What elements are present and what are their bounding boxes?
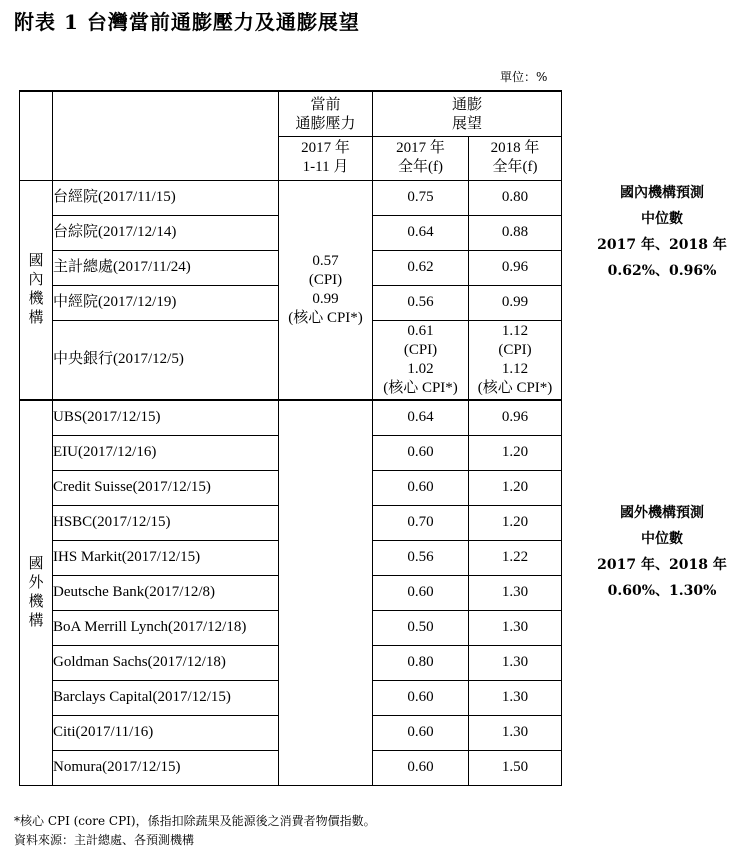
footnote-core-cpi: *核心 CPI (core CPI)，係指扣除蔬果及能源後之消費者物價指數。 <box>14 814 376 828</box>
header-blank-name <box>53 91 279 180</box>
forecast-2017: 0.62 <box>373 250 469 285</box>
forecast-2018: 1.30 <box>469 575 562 610</box>
page-title: 附表 1 台灣當前通膨壓力及通膨展望 <box>14 10 360 34</box>
header-blank-group <box>20 91 53 180</box>
institution-name: UBS(2017/12/15) <box>53 400 279 435</box>
forecast-2017: 0.80 <box>373 645 469 680</box>
cbc-forecast-2018: 1.12 (CPI) 1.12 (核心 CPI*) <box>469 320 562 400</box>
domestic-group-label: 國 內 機 構 <box>20 180 53 400</box>
institution-name: Goldman Sachs(2017/12/18) <box>53 645 279 680</box>
forecast-2018: 1.20 <box>469 470 562 505</box>
cbc-forecast-2017: 0.61 (CPI) 1.02 (核心 CPI*) <box>373 320 469 400</box>
current-pressure-value: 0.57 (CPI) 0.99 (核心 CPI*) <box>279 180 373 400</box>
forecast-2017: 0.64 <box>373 400 469 435</box>
forecast-2017: 0.60 <box>373 750 469 785</box>
institution-name: Citi(2017/11/16) <box>53 715 279 750</box>
forecast-2017: 0.60 <box>373 575 469 610</box>
institution-name: HSBC(2017/12/15) <box>53 505 279 540</box>
forecast-2018: 0.88 <box>469 215 562 250</box>
forecast-2018: 1.20 <box>469 505 562 540</box>
institution-name: Nomura(2017/12/15) <box>53 750 279 785</box>
forecast-2018: 1.30 <box>469 715 562 750</box>
pressure-blank <box>279 400 373 785</box>
forecast-2018: 1.20 <box>469 435 562 470</box>
header-pressure: 當前 通膨壓力 <box>279 91 373 136</box>
forecast-2017: 0.60 <box>373 470 469 505</box>
forecast-2017: 0.64 <box>373 215 469 250</box>
footnote-source: 資料來源：主計總處、各預測機構 <box>14 833 195 847</box>
foreign-group-label: 國 外 機 構 <box>20 400 53 785</box>
table-row <box>20 400 562 435</box>
forecast-2018: 1.30 <box>469 680 562 715</box>
forecast-2018: 1.22 <box>469 540 562 575</box>
forecast-2017: 0.60 <box>373 715 469 750</box>
forecast-2017: 0.75 <box>373 180 469 215</box>
forecast-2018: 0.80 <box>469 180 562 215</box>
institution-name: Deutsche Bank(2017/12/8) <box>53 575 279 610</box>
institution-name: Barclays Capital(2017/12/15) <box>53 680 279 715</box>
institution-name: 主計總處(2017/11/24) <box>53 250 279 285</box>
institution-name: BoA Merrill Lynch(2017/12/18) <box>53 610 279 645</box>
forecast-2018: 0.96 <box>469 250 562 285</box>
forecast-2018: 0.99 <box>469 285 562 320</box>
forecast-2017: 0.56 <box>373 285 469 320</box>
header-row-1 <box>20 91 562 136</box>
table-row <box>20 180 562 215</box>
forecast-2018: 1.30 <box>469 610 562 645</box>
domestic-median-summary: 國內機構預測 中位數 2017 年、2018 年 0.62%、0.96% <box>597 185 727 279</box>
inflation-table <box>19 90 562 786</box>
institution-name: 中央銀行(2017/12/5) <box>53 320 279 400</box>
forecast-2017: 0.60 <box>373 435 469 470</box>
forecast-2017: 0.56 <box>373 540 469 575</box>
header-2018: 2018 年 全年(f) <box>469 136 562 180</box>
header-pressure-period: 2017 年 1-11 月 <box>279 136 373 180</box>
forecast-2017: 0.60 <box>373 680 469 715</box>
unit-note: 單位：% <box>500 70 548 84</box>
institution-name: Credit Suisse(2017/12/15) <box>53 470 279 505</box>
header-2017: 2017 年 全年(f) <box>373 136 469 180</box>
header-outlook: 通膨 展望 <box>373 91 562 136</box>
institution-name: EIU(2017/12/16) <box>53 435 279 470</box>
institution-name: 台綜院(2017/12/14) <box>53 215 279 250</box>
institution-name: IHS Markit(2017/12/15) <box>53 540 279 575</box>
institution-name: 台經院(2017/11/15) <box>53 180 279 215</box>
forecast-2018: 1.50 <box>469 750 562 785</box>
foreign-median-summary: 國外機構預測 中位數 2017 年、2018 年 0.60%、1.30% <box>597 505 727 599</box>
institution-name: 中經院(2017/12/19) <box>53 285 279 320</box>
forecast-2017: 0.50 <box>373 610 469 645</box>
forecast-2017: 0.70 <box>373 505 469 540</box>
forecast-2018: 0.96 <box>469 400 562 435</box>
forecast-2018: 1.30 <box>469 645 562 680</box>
